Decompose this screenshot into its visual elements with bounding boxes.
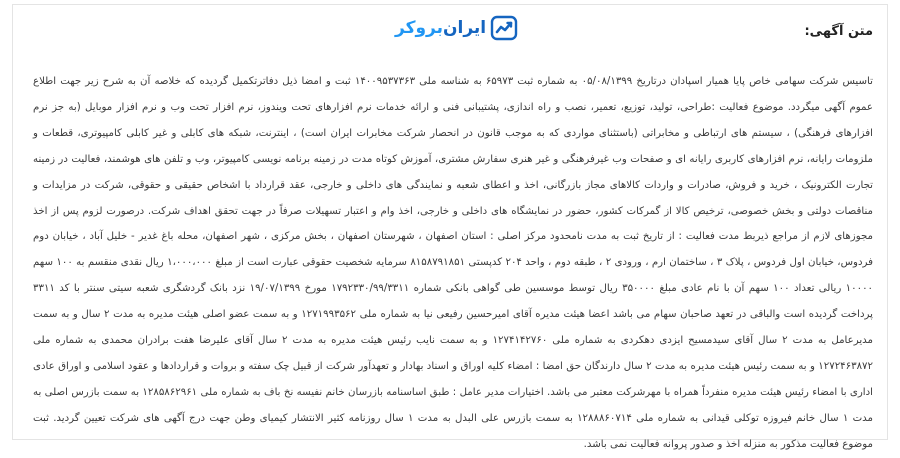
notice-header	[13, 5, 887, 57]
notice-body-text: تاسیس شرکت سهامی خاص پایا همیار اسپادان درتاریخ ۰۵/۰۸/۱۳۹۹ به شماره ثبت ۶۵۹۷۳ به شناسه ملی ۱۴۰۰۹۵۳۷۳۶۳ ثبت و امضا ذیل دفاترتکمیل گردیده که خلاصه آن به شرح زیر جهت اطلاع عموم آگهی میگردد. موضوع فعالیت :طراحی، تولید، توزیع، تعمیر، نصب و راه اندازی، پشتیبانی فنی و ارائه خدمات نرم افزارهای تحت ویندوز، نرم افزار تحت وب و نرم افزار موبایل (به جز نرم افزارهای فرهنگی) ، سیستم های ارتباطی و مخابراتی (باستثنای مواردی که به موجب قانون در انحصار شرکت مخابرات ایران است) ، اینترنت، شبکه های کابلی و غیر کابلی کامپیوتری، قطعات و ملزومات رایانه، نرم افزارهای کاربری رایانه ای و صفحات وب غیرفرهنگی و غیر هنری سفارش مشتری، آموزش کوتاه مدت در زمینه برنامه نویسی کامپیوتر، وب و تلفن های هوشمند، فعالیت در زمینه تجارت الکترونیک ، خرید و فروش، صادرات و واردات کالاهای مجاز بازرگانی، اخذ و اعطای شعبه و نمایندگی های داخلی و خارجی، عقد قرارداد با اشخاص حقیقی و حقوقی، شرکت در مزایدات و مناقصات دولتی و بخش خصوصی، ترخیص کالا از گمرکات کشور، حضور در نمایشگاه های داخلی و خارجی، اخذ وام و اعتبار تسهیلات صرفاً در جهت تحقق اهداف شرکت. درصورت لزوم پس از اخذ مجوزهای لازم از مراجع ذیربط مدت فعالیت : از تاریخ ثبت به مدت نامحدود مرکز اصلی : استان اصفهان ، شهرستان اصفهان ، بخش مرکزی ، شهر اصفهان، محله باغ غدیر - خلیل آباد ، خیابان دوم فردوس، خیابان اول فردوس ، پلاک ۳ ، ساختمان ارم ، ورودی ۲ ، طبقه دوم ، واحد ۲۰۴ کدپستی ۸۱۵۸۷۹۱۸۵۱ سرمایه شخصیت حقوقی عبارت است از مبلغ ۱،۰۰۰،۰۰۰ ریال نقدی منقسم به ۱۰۰ سهم ۱۰۰۰۰ ریالی تعداد ۱۰۰ سهم آن با نام عادی مبلغ ۳۵۰۰۰۰ ریال توسط موسسین طی گواهی بانکی شماره ۱۷۹۲۳۳۰/۹۹/۳۳۱۱ مورخ ۱۹/۰۷/۱۳۹۹ نزد بانک گردشگری شعبه سیتی سنتر با کد ۳۳۱۱ پرداخت گردیده است والباقی در تعهد صاحبان سهام می باشد اعضا هیئت مدیره آقای امیرحسین رفیعی نیا به شماره ملی ۱۲۷۱۹۹۳۵۶۲ و به سمت عضو اصلی هیئت مدیره به مدت ۲ سال و به سمت مدیرعامل به مدت ۲ سال آقای سیدمسیح ایزدی دهکردی به شماره ملی ۱۲۷۴۱۴۲۷۶۰ و به سمت نایب رئیس هیئت مدیره به مدت ۲ سال آقای علیرضا هفت برادران محمدی به شماره ملی ۱۲۷۲۴۶۳۸۷۲ و به سمت رئیس هیئت مدیره به مدت ۲ سال دارندگان حق امضا : امضاء کلیه اوراق و اسناد بهادار و تعهدآور شرکت از قبیل چک سفته و بروات و قراردادها و عقود اسلامی و اوراق عادی اداری با امضاء رئیس هیئت مدیره منفرداً همراه با مهرشرکت معتبر می باشد. اختیارات مدیر عامل : طبق اساسنامه بازرسان خانم نفیسه نخ باف به شماره ملی ۱۲۸۵۸۶۲۹۶۱ به سمت بازرس اصلی به مدت ۱ سال خانم فیروزه توکلی قیدانی به شماره ملی ۱۲۸۸۸۶۰۷۱۴ به سمت بازرس علی البدل به مدت ۱ سال روزنامه کثیر الانتشار کیمیای وطن جهت درج آگهی های شرکت تعیین گردید. ثبت موضوع فعالیت مذکور به منزله اخذ و صدور پروانه فعالیت نمی باشد.	[33, 76, 874, 450]
logo-text-main: ایران	[443, 18, 487, 38]
logo-text-secondary: بروکر	[395, 18, 443, 38]
trend-chart-icon	[490, 14, 518, 42]
notice-card	[12, 4, 888, 450]
iranbroker-logo[interactable]	[395, 13, 518, 43]
logo-text	[395, 18, 486, 38]
section-title: متن آگهی:	[804, 24, 873, 39]
